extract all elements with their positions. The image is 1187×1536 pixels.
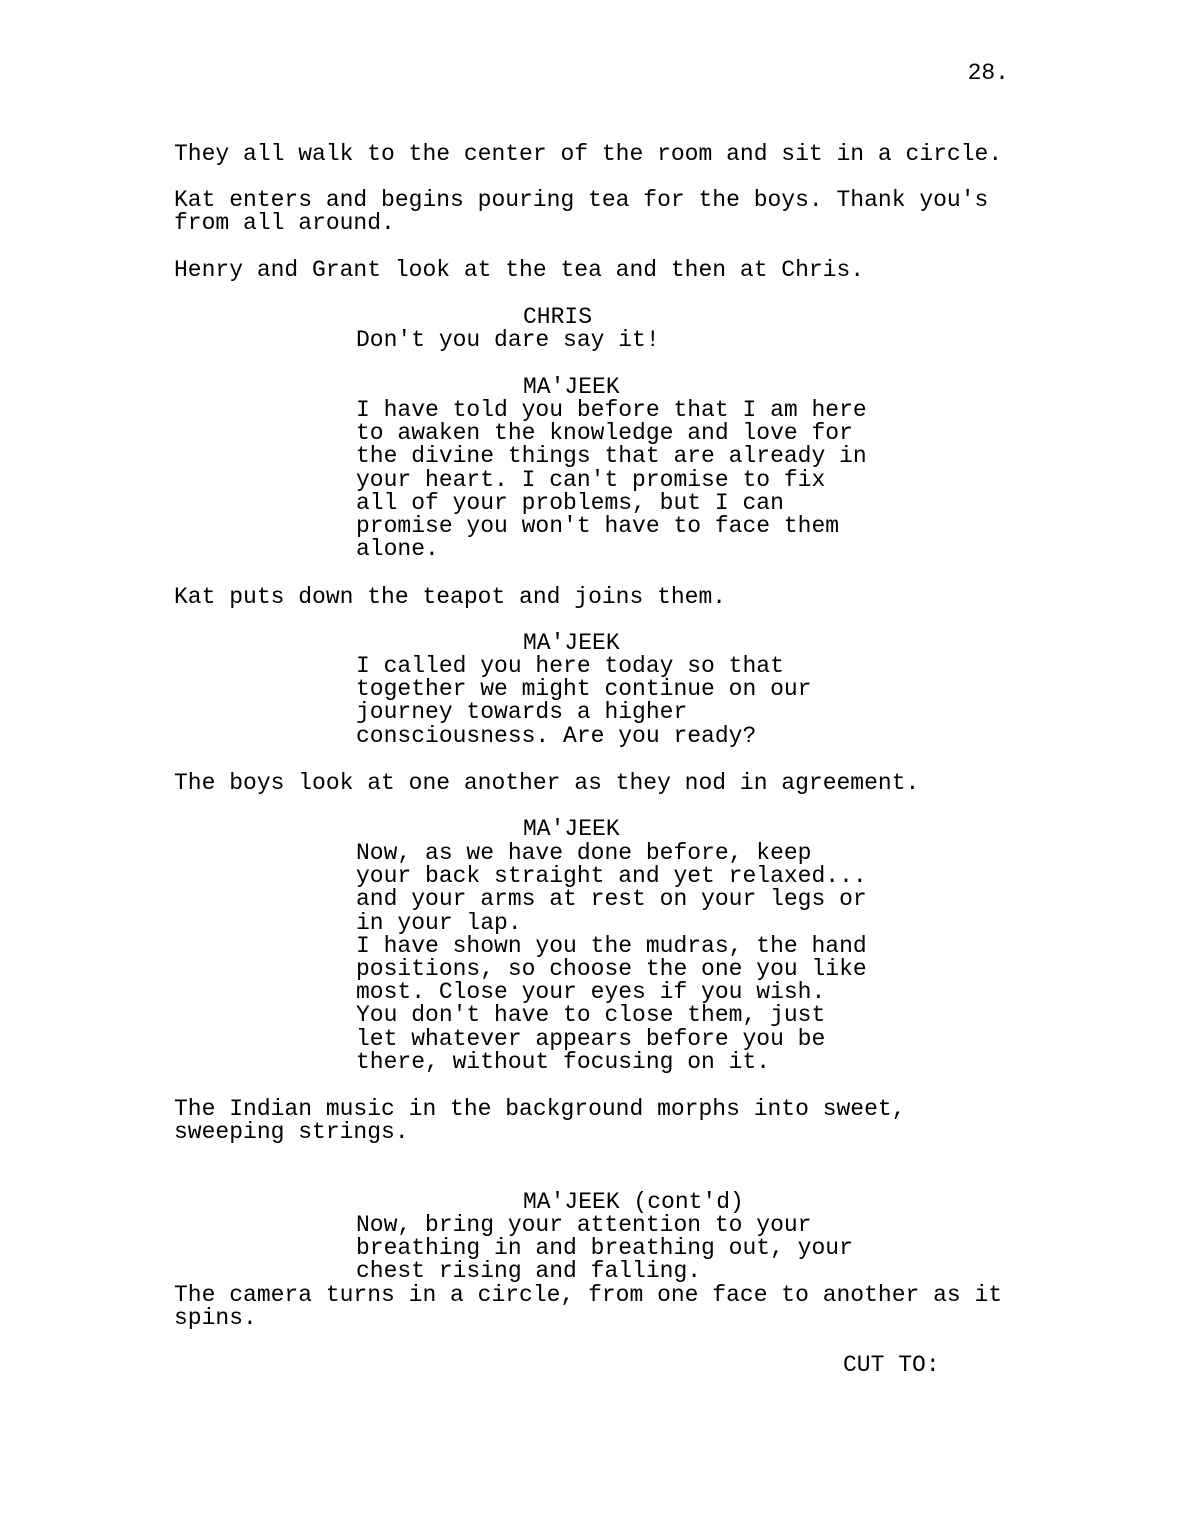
dialogue: Don't you dare say it!	[356, 327, 660, 353]
character-name: MA'JEEK	[523, 630, 620, 656]
action-line: The Indian music in the background morphs into sweet, sweeping strings.	[174, 1096, 906, 1146]
dialogue: Now, as we have done before, keep your back straight and yet relaxed... and your arms at rest on your legs or in your lap. I have shown you the mudras, the hand positions, so choose the one you like most. Close your eyes if you wish. You don't have to close them, just let whatever appears before you be there, without focusing on it.	[356, 840, 867, 1075]
character-name: CHRIS	[523, 304, 593, 330]
action-line: Henry and Grant look at the tea and then at Chris.	[174, 257, 865, 283]
action-line: Kat puts down the teapot and joins them.	[174, 584, 727, 610]
character-name: MA'JEEK	[523, 374, 620, 400]
character-name: MA'JEEK	[523, 816, 620, 842]
page-number: 28.	[967, 60, 1009, 86]
transition: CUT TO:	[843, 1352, 940, 1378]
dialogue: Now, bring your attention to your breathing in and breathing out, your chest rising and falling.	[356, 1212, 853, 1285]
action-line: They all walk to the center of the room and sit in a circle.	[174, 141, 1003, 167]
action-line: Kat enters and begins pouring tea for the boys. Thank you's from all around.	[174, 187, 989, 237]
character-name: MA'JEEK (cont'd)	[523, 1189, 744, 1215]
action-line: The boys look at one another as they nod in agreement.	[174, 770, 920, 796]
dialogue: I have told you before that I am here to awaken the knowledge and love for the divine things that are already in your heart. I can't promise to fix all of your problems, but I can promise you won't have to face them alone.	[356, 397, 867, 563]
dialogue: I called you here today so that together we might continue on our journey towards a higher consciousness. Are you ready?	[356, 653, 812, 749]
action-line: The camera turns in a circle, from one face to another as it spins.	[174, 1282, 1003, 1332]
